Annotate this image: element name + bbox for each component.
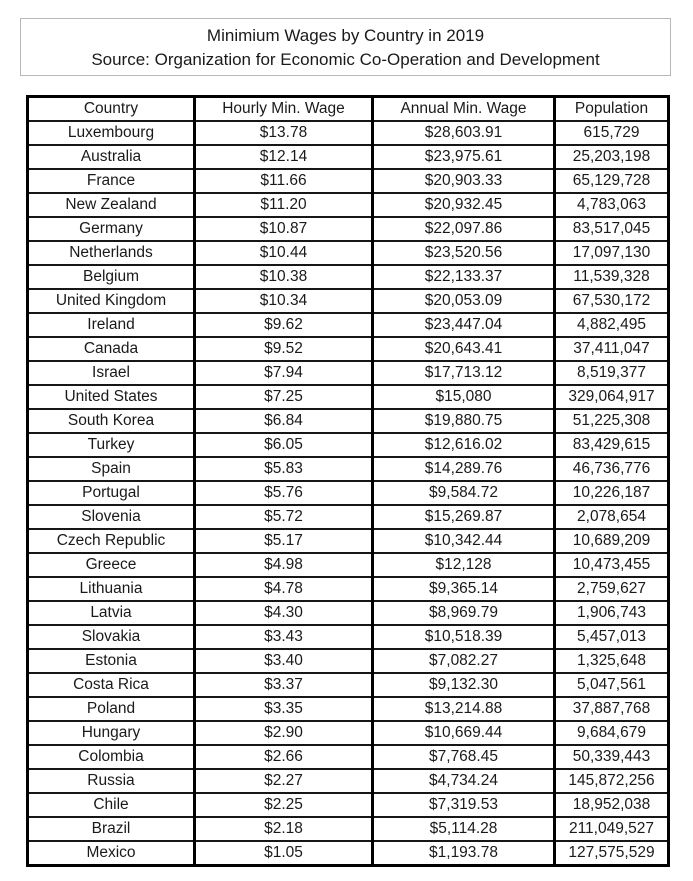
table-cell: United States: [28, 385, 195, 409]
table-row: [28, 817, 669, 841]
table-cell: 11,539,328: [555, 265, 669, 289]
table-row: [28, 457, 669, 481]
table-cell: $2.18: [195, 817, 373, 841]
table-header: [28, 97, 669, 122]
table-row: [28, 361, 669, 385]
table-cell: Greece: [28, 553, 195, 577]
table-cell: $22,097.86: [373, 217, 555, 241]
table-cell: Slovenia: [28, 505, 195, 529]
table-row: [28, 337, 669, 361]
table-row: [28, 169, 669, 193]
table-cell: $9,132.30: [373, 673, 555, 697]
table-cell: $3.40: [195, 649, 373, 673]
table-cell: 615,729: [555, 121, 669, 145]
table-cell: $23,975.61: [373, 145, 555, 169]
table-row: [28, 409, 669, 433]
min-wages-table: [26, 95, 670, 867]
table-row: [28, 841, 669, 866]
table-cell: $1.05: [195, 841, 373, 866]
table-cell: 4,882,495: [555, 313, 669, 337]
table-cell: $4.78: [195, 577, 373, 601]
table-cell: Poland: [28, 697, 195, 721]
table-cell: $9,365.14: [373, 577, 555, 601]
table-cell: Colombia: [28, 745, 195, 769]
column-header-country: Country: [28, 97, 195, 122]
table-cell: $12.14: [195, 145, 373, 169]
table-row: [28, 289, 669, 313]
table-cell: 83,429,615: [555, 433, 669, 457]
table-cell: $17,713.12: [373, 361, 555, 385]
table-cell: 67,530,172: [555, 289, 669, 313]
table-row: [28, 121, 669, 145]
table-cell: Spain: [28, 457, 195, 481]
table-cell: 10,689,209: [555, 529, 669, 553]
table-cell: 145,872,256: [555, 769, 669, 793]
table-row: [28, 697, 669, 721]
table-row: [28, 145, 669, 169]
table-cell: 83,517,045: [555, 217, 669, 241]
table-cell: Slovakia: [28, 625, 195, 649]
table-row: [28, 553, 669, 577]
table-cell: $7.25: [195, 385, 373, 409]
table-cell: Portugal: [28, 481, 195, 505]
table-row: [28, 265, 669, 289]
table-cell: 50,339,443: [555, 745, 669, 769]
table-cell: South Korea: [28, 409, 195, 433]
table-row: [28, 793, 669, 817]
table-cell: $10,669.44: [373, 721, 555, 745]
table-row: [28, 769, 669, 793]
table-row: [28, 241, 669, 265]
table-cell: $6.05: [195, 433, 373, 457]
table-cell: 8,519,377: [555, 361, 669, 385]
table-cell: $5,114.28: [373, 817, 555, 841]
table-row: [28, 625, 669, 649]
table-cell: $15,080: [373, 385, 555, 409]
table-cell: Canada: [28, 337, 195, 361]
table-cell: $5.76: [195, 481, 373, 505]
table-cell: $12,128: [373, 553, 555, 577]
table-cell: Estonia: [28, 649, 195, 673]
table-cell: $13.78: [195, 121, 373, 145]
table-cell: Lithuania: [28, 577, 195, 601]
column-header-hourly-min-wage: Hourly Min. Wage: [195, 97, 373, 122]
table-cell: 211,049,527: [555, 817, 669, 841]
table-cell: $20,643.41: [373, 337, 555, 361]
table-row: [28, 193, 669, 217]
table-cell: 46,736,776: [555, 457, 669, 481]
table-row: [28, 217, 669, 241]
table-cell: $3.35: [195, 697, 373, 721]
table-cell: $10.87: [195, 217, 373, 241]
column-header-population: Population: [555, 97, 669, 122]
table-cell: $7,319.53: [373, 793, 555, 817]
table-cell: 51,225,308: [555, 409, 669, 433]
table-cell: Germany: [28, 217, 195, 241]
table-cell: $5.17: [195, 529, 373, 553]
table-cell: $5.72: [195, 505, 373, 529]
table-cell: Hungary: [28, 721, 195, 745]
table-row: [28, 529, 669, 553]
table-cell: $20,903.33: [373, 169, 555, 193]
table-row: [28, 481, 669, 505]
table-cell: $4,734.24: [373, 769, 555, 793]
table-cell: Australia: [28, 145, 195, 169]
table-cell: Latvia: [28, 601, 195, 625]
table-cell: $10,518.39: [373, 625, 555, 649]
table-cell: Luxembourg: [28, 121, 195, 145]
table-cell: 37,887,768: [555, 697, 669, 721]
table-cell: 65,129,728: [555, 169, 669, 193]
table-cell: Netherlands: [28, 241, 195, 265]
table-cell: 5,457,013: [555, 625, 669, 649]
table-cell: $9.62: [195, 313, 373, 337]
table-cell: Israel: [28, 361, 195, 385]
table-cell: $2.27: [195, 769, 373, 793]
table-cell: $20,053.09: [373, 289, 555, 313]
table-cell: $2.25: [195, 793, 373, 817]
table-cell: Brazil: [28, 817, 195, 841]
table-cell: $19,880.75: [373, 409, 555, 433]
table-cell: $9,584.72: [373, 481, 555, 505]
table-body: [28, 121, 669, 866]
table-row: [28, 313, 669, 337]
table-cell: $10.38: [195, 265, 373, 289]
table-cell: $10,342.44: [373, 529, 555, 553]
table-row: [28, 649, 669, 673]
table-cell: $15,269.87: [373, 505, 555, 529]
table-cell: $3.37: [195, 673, 373, 697]
table-cell: 10,473,455: [555, 553, 669, 577]
table-cell: Mexico: [28, 841, 195, 866]
table-cell: $10.44: [195, 241, 373, 265]
table-cell: $12,616.02: [373, 433, 555, 457]
table-cell: Chile: [28, 793, 195, 817]
table-row: [28, 745, 669, 769]
chart-title: Minimium Wages by Country in 2019: [206, 26, 485, 45]
table-cell: $20,932.45: [373, 193, 555, 217]
table-cell: $4.30: [195, 601, 373, 625]
table-cell: $22,133.37: [373, 265, 555, 289]
table-cell: $14,289.76: [373, 457, 555, 481]
table-cell: $4.98: [195, 553, 373, 577]
table-cell: $9.52: [195, 337, 373, 361]
table-cell: $7,082.27: [373, 649, 555, 673]
table-cell: 2,759,627: [555, 577, 669, 601]
table-cell: $6.84: [195, 409, 373, 433]
table-cell: $13,214.88: [373, 697, 555, 721]
table-cell: Czech Republic: [28, 529, 195, 553]
table-cell: Belgium: [28, 265, 195, 289]
table-row: [28, 385, 669, 409]
table-cell: $8,969.79: [373, 601, 555, 625]
table-row: [28, 601, 669, 625]
table-cell: $23,520.56: [373, 241, 555, 265]
table-cell: 329,064,917: [555, 385, 669, 409]
table-row: [28, 433, 669, 457]
header-row: [28, 97, 669, 122]
table-cell: $10.34: [195, 289, 373, 313]
table-cell: $3.43: [195, 625, 373, 649]
table-cell: 127,575,529: [555, 841, 669, 866]
table-cell: 37,411,047: [555, 337, 669, 361]
table-cell: United Kingdom: [28, 289, 195, 313]
table-cell: $7.94: [195, 361, 373, 385]
table-row: [28, 721, 669, 745]
table-cell: New Zealand: [28, 193, 195, 217]
table-cell: Turkey: [28, 433, 195, 457]
table-row: [28, 505, 669, 529]
table-cell: $11.20: [195, 193, 373, 217]
table-cell: 18,952,038: [555, 793, 669, 817]
chart-source-subtitle: Source: Organization for Economic Co-Operation and Development: [91, 50, 600, 69]
table-cell: $5.83: [195, 457, 373, 481]
table-cell: 17,097,130: [555, 241, 669, 265]
column-header-annual-min-wage: Annual Min. Wage: [373, 97, 555, 122]
table-cell: $28,603.91: [373, 121, 555, 145]
title-box: [20, 18, 671, 76]
table-cell: $2.90: [195, 721, 373, 745]
table-cell: 10,226,187: [555, 481, 669, 505]
table-row: [28, 673, 669, 697]
table-row: [28, 577, 669, 601]
table-cell: Costa Rica: [28, 673, 195, 697]
table-cell: 1,325,648: [555, 649, 669, 673]
table-cell: Russia: [28, 769, 195, 793]
table-cell: 5,047,561: [555, 673, 669, 697]
table-cell: France: [28, 169, 195, 193]
table-cell: Ireland: [28, 313, 195, 337]
table-cell: $11.66: [195, 169, 373, 193]
table-cell: 9,684,679: [555, 721, 669, 745]
table-cell: $7,768.45: [373, 745, 555, 769]
table-cell: 4,783,063: [555, 193, 669, 217]
table-cell: $2.66: [195, 745, 373, 769]
table-cell: $1,193.78: [373, 841, 555, 866]
table-cell: 25,203,198: [555, 145, 669, 169]
table-cell: 2,078,654: [555, 505, 669, 529]
table-cell: 1,906,743: [555, 601, 669, 625]
table-cell: $23,447.04: [373, 313, 555, 337]
